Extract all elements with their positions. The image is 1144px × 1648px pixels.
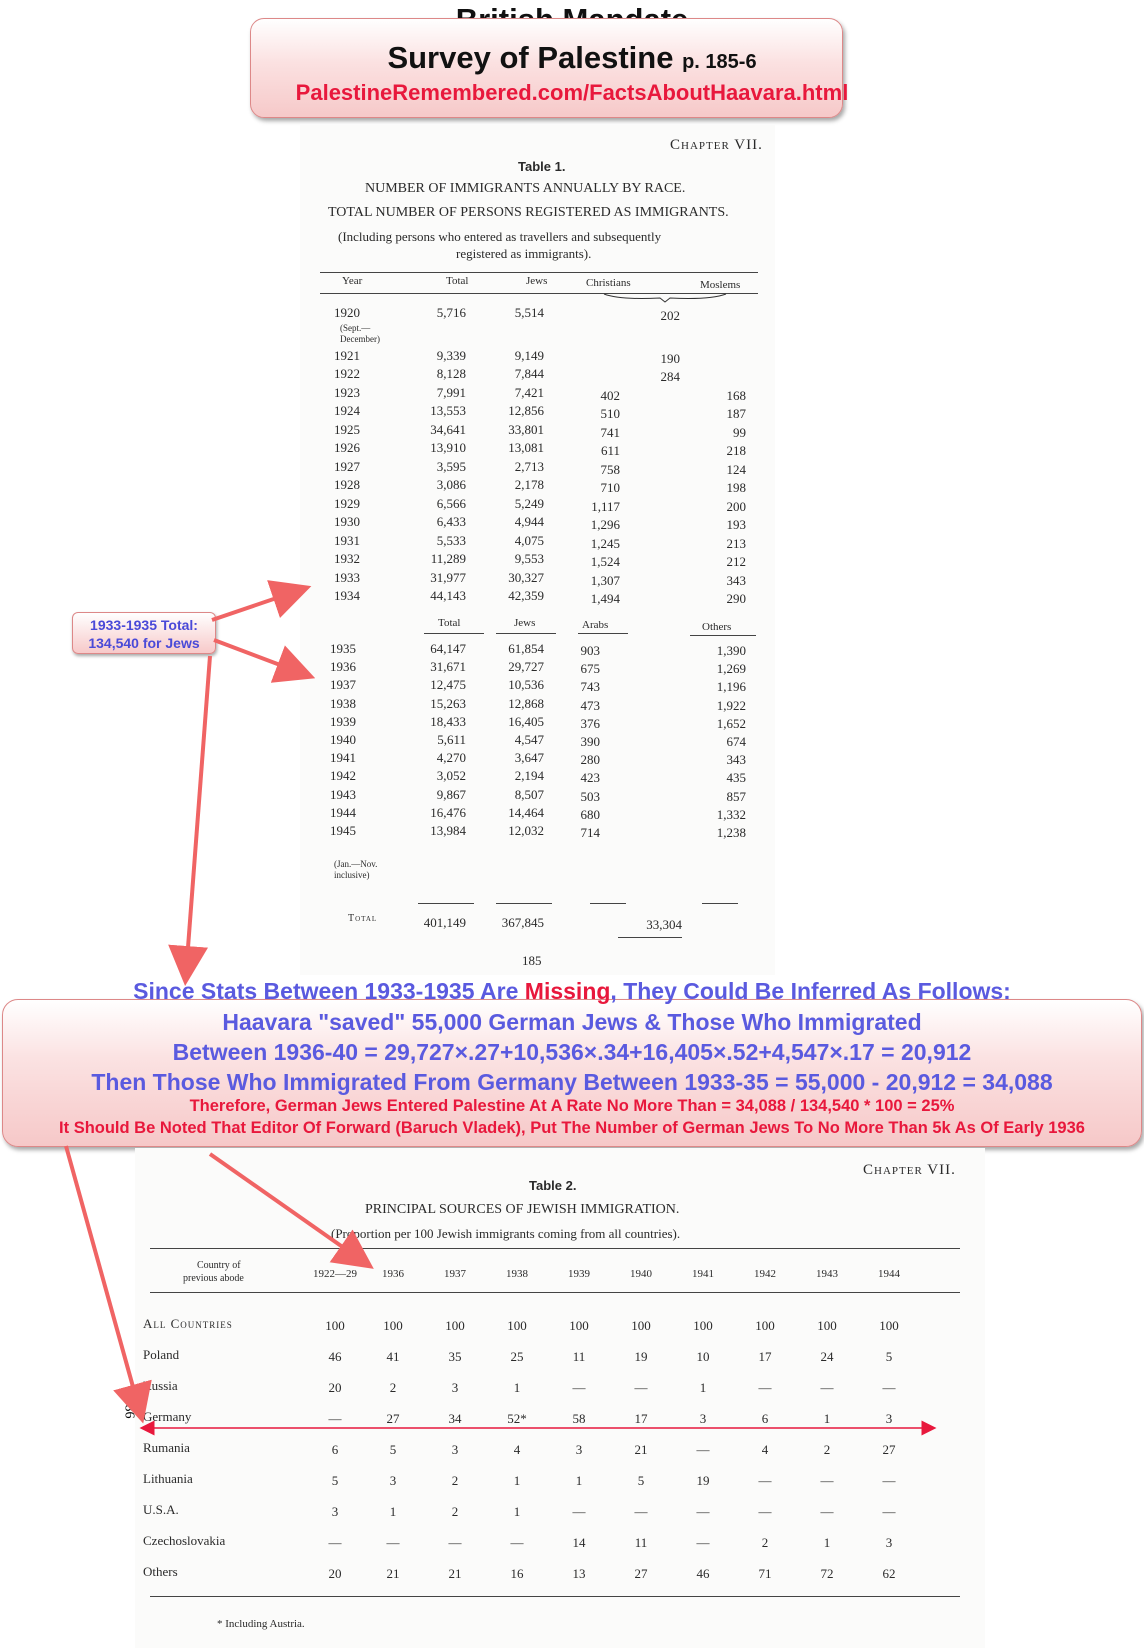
banner-page-ref: p. 185-6 <box>682 51 757 73</box>
table2-cell: 19 <box>634 1349 648 1364</box>
table1-total-jews: 367,845 <box>501 915 544 930</box>
table2-cell: 2 <box>761 1535 769 1550</box>
arrow-to-note <box>186 656 210 974</box>
table1-year: 1922 <box>334 366 360 381</box>
table1-arabs: 376 <box>580 715 600 731</box>
table1-jews: 12,868 <box>508 695 544 711</box>
table1-subtitle1: (Including persons who entered as travellers and subsequently <box>338 229 662 244</box>
arrow-to-germany <box>66 1146 140 1412</box>
table2-cell: 46 <box>696 1566 710 1581</box>
table1-combined: 202 <box>660 308 680 323</box>
table1-year: 1940 <box>330 732 356 747</box>
table2-cell: — <box>328 1535 342 1550</box>
note-line-haavara: Haavara "saved" 55,000 German Jews & Those Who Immigrated <box>222 1009 922 1035</box>
table2-cell: 17 <box>634 1411 648 1426</box>
table2-cell: 100 <box>569 1318 589 1333</box>
table1-christians: 1,307 <box>590 572 620 588</box>
table1-total: 12,475 <box>430 677 466 693</box>
table1-total: 13,910 <box>430 440 466 455</box>
table2-cell: 100 <box>817 1318 837 1333</box>
table2-cell: 1 <box>823 1535 831 1550</box>
table2-cell: 2 <box>389 1380 397 1395</box>
table2-cell: 35 <box>448 1349 462 1364</box>
table2-cell: 5 <box>331 1473 339 1488</box>
table1-total: 64,147 <box>430 641 466 656</box>
table1-arabs: 680 <box>580 806 600 822</box>
table1-jews: 42,359 <box>508 588 544 603</box>
table1-others: 343 <box>726 752 746 768</box>
table2-country: Czechoslovakia <box>143 1533 226 1548</box>
table1-total: 6,566 <box>436 495 466 511</box>
table2-cell: 27 <box>882 1442 896 1457</box>
table1-year: 1929 <box>334 495 360 511</box>
table2-cell: 41 <box>386 1349 400 1364</box>
table2-cell: 62 <box>882 1566 896 1581</box>
table2-cell: 34 <box>448 1411 462 1426</box>
table1-arabs: 743 <box>580 679 600 695</box>
table1-total: 3,052 <box>436 768 466 784</box>
table1-jews: 2,178 <box>514 477 544 492</box>
note-line-1936-40: Between 1936-40 = 29,727×.27+10,536×.34+16,405×.52+4,547×.17 = 20,912 <box>172 1039 972 1065</box>
table2-cell: 3 <box>575 1442 583 1457</box>
table1-total: 3,086 <box>436 477 466 492</box>
table2-cell: 27 <box>386 1411 400 1426</box>
table2-cell: 5 <box>885 1349 893 1364</box>
table2-cell: 27 <box>634 1566 648 1581</box>
table2-country: Russia <box>143 1378 178 1393</box>
table2-cell: — <box>820 1504 834 1519</box>
table2-cell: 1 <box>513 1473 521 1488</box>
table1-christians: 1,494 <box>590 591 620 606</box>
table1-total: 9,339 <box>436 347 466 363</box>
table1-year: 1942 <box>330 768 356 784</box>
table2-cell: 1 <box>513 1504 521 1519</box>
table2-cell: 16 <box>510 1566 524 1581</box>
table1-christians: 1,117 <box>591 498 620 514</box>
table2-cell: — <box>758 1380 772 1395</box>
table2-cell: 13 <box>572 1566 586 1581</box>
table2-cell: 71 <box>758 1566 772 1581</box>
table1-arabs: 714 <box>580 825 600 840</box>
table2-year-header: 1943 <box>816 1268 838 1280</box>
table2-subtitle: (Proportion per 100 Jewish immigrants coming from all countries). <box>331 1226 681 1241</box>
table2-footnote: * Including Austria. <box>217 1618 305 1630</box>
table1-year: 1944 <box>330 804 356 820</box>
table1-total: 31,977 <box>430 569 466 585</box>
table1-others: 1,269 <box>716 661 746 677</box>
table1-moslems: 99 <box>733 424 746 440</box>
table1-christians: 1,524 <box>590 554 620 569</box>
table1-others: 857 <box>726 788 746 804</box>
table1-subtitle2: registered as immigrants). <box>456 246 592 261</box>
table1-moslems: 290 <box>726 591 746 606</box>
table2-cell: 20 <box>328 1380 342 1395</box>
table2-chapter: Chapter VII. <box>863 1162 956 1178</box>
table2-cell: 1 <box>575 1473 583 1488</box>
table2-country: Rumania <box>143 1440 190 1455</box>
table1-total-other: 33,304 <box>646 917 682 932</box>
table2-cell: 25 <box>510 1349 524 1364</box>
table1-total: 44,143 <box>430 588 466 603</box>
note-line-vladek: It Should Be Noted That Editor Of Forward (Baruch Vladek), Put The Number of German Jews To No More Than 5k As Of Early 1936 <box>59 1119 1085 1137</box>
table2-country-header1: Country of <box>197 1260 241 1271</box>
note-title-part-b: , They Could Be Inferred As Follows: <box>610 978 1011 1004</box>
table1-page-number: 185 <box>522 953 542 968</box>
table2-cell: — <box>696 1535 710 1550</box>
table1-total: 4,270 <box>436 750 466 766</box>
table2-cell: 21 <box>448 1566 462 1581</box>
table2-title: PRINCIPAL SOURCES OF JEWISH IMMIGRATION. <box>365 1202 680 1217</box>
table2-cell: 58 <box>572 1411 586 1426</box>
table1-total: 5,611 <box>437 732 466 747</box>
table1-christians: 741 <box>600 424 620 440</box>
table1-moslems: 200 <box>726 498 746 514</box>
table1-jews: 7,844 <box>514 366 544 381</box>
table1-arabs: 423 <box>580 770 600 786</box>
table1-year: 1920 <box>334 305 360 320</box>
table2-cell: — <box>820 1473 834 1488</box>
table1-arabs: 675 <box>580 661 600 677</box>
table1-year: 1937 <box>330 677 356 693</box>
table2-cell: 3 <box>451 1380 459 1395</box>
table2-year-header: 1936 <box>382 1268 404 1280</box>
table2-year-header: 1940 <box>630 1268 652 1280</box>
table1-year: 1933 <box>334 569 360 585</box>
table1-total: 16,476 <box>430 804 466 820</box>
table1-header-christians: Christians <box>586 277 631 289</box>
table2-year-header: 1942 <box>754 1268 776 1280</box>
table1-year: 1935 <box>330 641 356 656</box>
table1-year: 1927 <box>334 458 360 474</box>
table1-year: 1923 <box>334 384 360 400</box>
table1-christians: 611 <box>600 443 620 458</box>
table1-moslems: 343 <box>726 572 746 588</box>
table2-cell: 6 <box>761 1411 769 1426</box>
table1-total: 7,991 <box>436 384 466 400</box>
note-line-rate: Therefore, German Jews Entered Palestine At A Rate No More Than = 34,088 / 134,540 * 100 = 25% <box>189 1097 955 1115</box>
table1-total: 3,595 <box>436 458 466 474</box>
table2-cell: 2 <box>823 1442 831 1457</box>
table2-cell: 3 <box>451 1442 459 1457</box>
table1-jews: 3,647 <box>514 750 544 766</box>
table1-total: 18,433 <box>430 713 466 729</box>
table2-cell: 100 <box>693 1318 713 1333</box>
table1-total: 13,984 <box>430 823 466 838</box>
table1-year: 1934 <box>334 588 360 603</box>
table2-cell: — <box>820 1380 834 1395</box>
table1-year: 1925 <box>334 421 360 437</box>
table1-year: 1930 <box>334 514 360 529</box>
table2-cell: 100 <box>383 1318 403 1333</box>
table1-total: 15,263 <box>430 695 466 711</box>
table1-total-label: Total <box>348 913 378 924</box>
table1-christians: 1,296 <box>590 517 620 532</box>
table1-jews: 29,727 <box>508 659 544 675</box>
table1-others: 435 <box>726 770 746 786</box>
table2-label: Table 2. <box>529 1178 577 1193</box>
table1-year: 1938 <box>330 695 356 711</box>
table2-cell: 11 <box>634 1535 648 1550</box>
table1-others: 1,390 <box>716 643 746 658</box>
table1-jews: 5,249 <box>514 495 544 511</box>
table1-christians: 402 <box>600 387 620 403</box>
table2-cell: 1 <box>699 1380 707 1395</box>
table1-total: 5,716 <box>436 305 466 320</box>
table2-cell: 2 <box>451 1504 459 1519</box>
table1-jews: 13,081 <box>508 440 544 455</box>
table1-total: 8,128 <box>436 366 466 381</box>
table2-cell: 3 <box>885 1411 893 1426</box>
table2-year-header: 1937 <box>444 1268 466 1280</box>
table1-others: 1,196 <box>716 679 746 695</box>
table2-cell: — <box>386 1535 400 1550</box>
table2-cell: — <box>882 1504 896 1519</box>
table1-christians: 758 <box>600 461 620 477</box>
table2-cell: 24 <box>820 1349 834 1364</box>
table2-cell: 100 <box>631 1318 651 1333</box>
table2-cell: — <box>448 1535 462 1550</box>
table1-others: 1,652 <box>716 715 746 731</box>
banner-source-url[interactable]: PalestineRemembered.com/FactsAboutHaavara.html <box>295 80 849 105</box>
table1-chapter: Chapter VII. <box>670 137 763 153</box>
table1-year: 1924 <box>334 403 360 418</box>
table2-cell: 2 <box>451 1473 459 1488</box>
table2-cell: 21 <box>386 1566 400 1581</box>
table1-moslems: 124 <box>726 461 746 477</box>
banner-survey-title: Survey of Palestine <box>387 40 674 75</box>
table1-jews: 9,553 <box>514 551 544 566</box>
table1-moslems: 213 <box>726 535 746 551</box>
table1-moslems: 193 <box>726 517 746 532</box>
table2-cell: 100 <box>325 1318 345 1333</box>
table2-year-header: 1944 <box>878 1268 900 1280</box>
table2-cell: 1 <box>513 1380 521 1395</box>
table1-total: 13,553 <box>430 403 466 418</box>
table2-cell: — <box>572 1504 586 1519</box>
table2-cell: — <box>696 1504 710 1519</box>
table1-total: 6,433 <box>436 514 466 529</box>
table1-jews: 4,547 <box>514 732 544 747</box>
table1-others: 1,332 <box>716 806 746 822</box>
table2-cell: — <box>328 1411 342 1426</box>
table2-country: Poland <box>143 1347 180 1362</box>
table1-year: 1936 <box>330 659 356 675</box>
table2-cell: 17 <box>758 1349 772 1364</box>
table1-year: 1939 <box>330 713 356 729</box>
table2-cell: 100 <box>755 1318 775 1333</box>
table1-header-arabs: Arabs <box>582 619 609 631</box>
table1-jews: 2,713 <box>514 458 544 474</box>
table2-cell: 100 <box>445 1318 465 1333</box>
table2-country: U.S.A. <box>143 1502 179 1517</box>
table1-header-total-b: Total <box>438 617 461 629</box>
table1-moslems: 212 <box>726 554 746 569</box>
table1-jews: 16,405 <box>508 713 544 729</box>
table1-jews: 12,032 <box>508 823 544 838</box>
table1-header-others: Others <box>702 621 732 633</box>
table1-jews: 61,854 <box>508 641 544 656</box>
note-line-1933-35: Then Those Who Immigrated From Germany Between 1933-35 = 55,000 - 20,912 = 34,088 <box>91 1069 1053 1095</box>
arrow-to-1933 <box>212 590 300 620</box>
arrow-to-1935 <box>214 640 304 674</box>
arrow-to-1936 <box>210 1154 364 1262</box>
table2-cell: 1 <box>389 1504 397 1519</box>
table2-country-header2: previous abode <box>183 1273 244 1284</box>
table2-year-header: 1939 <box>568 1268 590 1280</box>
table1-jews: 4,944 <box>514 514 544 529</box>
table2-cell: 11 <box>572 1349 586 1364</box>
table1-total: 31,671 <box>430 659 466 675</box>
table1-jews: 30,327 <box>508 569 544 585</box>
table1-moslems: 168 <box>726 387 746 403</box>
table2-cell: 100 <box>507 1318 527 1333</box>
table1-year: 1945 <box>330 823 356 838</box>
table1-total: 5,533 <box>436 532 466 548</box>
table1-year: 1928 <box>334 477 360 492</box>
table2-cell: 19 <box>696 1473 710 1488</box>
table1-header-jews-b: Jews <box>514 617 536 629</box>
table1-header-jews: Jews <box>526 275 548 287</box>
table1-year: 1931 <box>334 532 360 548</box>
table2-cell: 72 <box>820 1566 834 1581</box>
table1-title1: NUMBER OF IMMIGRANTS ANNUALLY BY RACE. <box>365 181 686 196</box>
note-title-part-a: Since Stats Between 1933-1935 Are <box>133 978 525 1004</box>
table2-cell: — <box>882 1473 896 1488</box>
table1-note-1920: (Sept.— December) <box>340 323 380 344</box>
table2-country: Germany <box>143 1409 192 1424</box>
table1-arabs: 280 <box>580 752 600 768</box>
table1-jews: 2,194 <box>514 768 544 784</box>
table1-arabs: 390 <box>580 734 600 749</box>
table1-others: 1,238 <box>716 825 746 840</box>
table2-year-header: 1941 <box>692 1268 714 1280</box>
table2-cell: 5 <box>637 1473 645 1488</box>
table1-jews: 10,536 <box>508 677 544 693</box>
table1-label: Table 1. <box>518 159 566 174</box>
table2-country: Others <box>143 1564 178 1579</box>
table1-christians: 510 <box>600 406 620 421</box>
table1-jews: 12,856 <box>508 403 544 418</box>
table2-side-page-number: 186 <box>121 1397 137 1419</box>
table1-christians: 1,245 <box>590 535 620 551</box>
table2-cell: 100 <box>879 1318 899 1333</box>
table1-header-total: Total <box>446 275 469 287</box>
table2-cell: 3 <box>885 1535 893 1550</box>
table1-year: 1941 <box>330 750 356 766</box>
table1-jews: 9,149 <box>514 347 544 363</box>
table2-cell: 4 <box>513 1442 521 1457</box>
table2-cell: — <box>758 1504 772 1519</box>
table1-total: 11,289 <box>430 551 466 566</box>
table1-year: 1943 <box>330 786 356 802</box>
table1-total: 9,867 <box>436 786 466 802</box>
table1-moslems: 187 <box>726 406 746 421</box>
table2-cell: 10 <box>696 1349 710 1364</box>
table2-cell: — <box>634 1504 648 1519</box>
table1-jews: 4,075 <box>514 532 544 548</box>
table2-cell: 21 <box>634 1442 648 1457</box>
table2-cell: — <box>634 1380 648 1395</box>
table2-cell: 3 <box>699 1411 707 1426</box>
table1-others: 674 <box>726 734 746 749</box>
table2-cell: 14 <box>572 1535 586 1550</box>
table1-jews: 5,514 <box>514 305 544 320</box>
table2-country: Lithuania <box>143 1471 193 1486</box>
table1-year: 1932 <box>334 551 360 566</box>
table2-cell: 46 <box>328 1349 342 1364</box>
table1-arabs: 503 <box>580 788 600 804</box>
table2-cell: — <box>510 1535 524 1550</box>
table1-title2: TOTAL NUMBER OF PERSONS REGISTERED AS IMMIGRANTS. <box>328 205 729 220</box>
table2-cell: — <box>696 1442 710 1457</box>
callout-line2: 134,540 for Jews <box>88 635 200 651</box>
table1-year: 1921 <box>334 347 360 363</box>
table2-cell: 20 <box>328 1566 342 1581</box>
table1-year: 1926 <box>334 440 360 455</box>
table1-moslems: 218 <box>726 443 746 458</box>
table1-others: 1,922 <box>716 697 746 713</box>
table2-country: All Countries <box>143 1316 233 1331</box>
table1-jews: 33,801 <box>508 421 544 437</box>
table2-cell: — <box>882 1380 896 1395</box>
table2-cell: — <box>758 1473 772 1488</box>
table1-jews: 7,421 <box>514 384 544 400</box>
table1-total: 34,641 <box>430 421 466 437</box>
table1-note-1945: (Jan.—Nov. inclusive) <box>334 859 378 880</box>
table2-cell: 3 <box>389 1473 397 1488</box>
table1-jews: 14,464 <box>508 804 544 820</box>
table2-year-header: 1922—29 <box>313 1268 357 1280</box>
table2-cell: 5 <box>389 1442 397 1457</box>
table2-cell: 4 <box>761 1442 769 1457</box>
table2-cell: 3 <box>331 1504 339 1519</box>
table1-christians: 710 <box>600 480 620 495</box>
table1-jews: 8,507 <box>514 786 544 802</box>
table1-arabs: 903 <box>580 643 600 658</box>
table2-year-header: 1938 <box>506 1268 528 1280</box>
table1-header-moslems: Moslems <box>700 279 741 291</box>
table1-combined: 190 <box>660 350 680 366</box>
table1-moslems: 198 <box>726 480 746 495</box>
table2-cell: 6 <box>331 1442 339 1457</box>
table2-cell: — <box>572 1380 586 1395</box>
table2-cell: 52* <box>507 1411 527 1426</box>
table1-arabs: 473 <box>580 697 600 713</box>
table1-header-year: Year <box>342 275 363 287</box>
callout-line1: 1933-1935 Total: <box>90 617 198 633</box>
table2-cell: 1 <box>823 1411 831 1426</box>
note-title-missing: Missing <box>524 978 611 1004</box>
table1-total-total: 401,149 <box>423 915 466 930</box>
table1-combined: 284 <box>660 369 680 384</box>
